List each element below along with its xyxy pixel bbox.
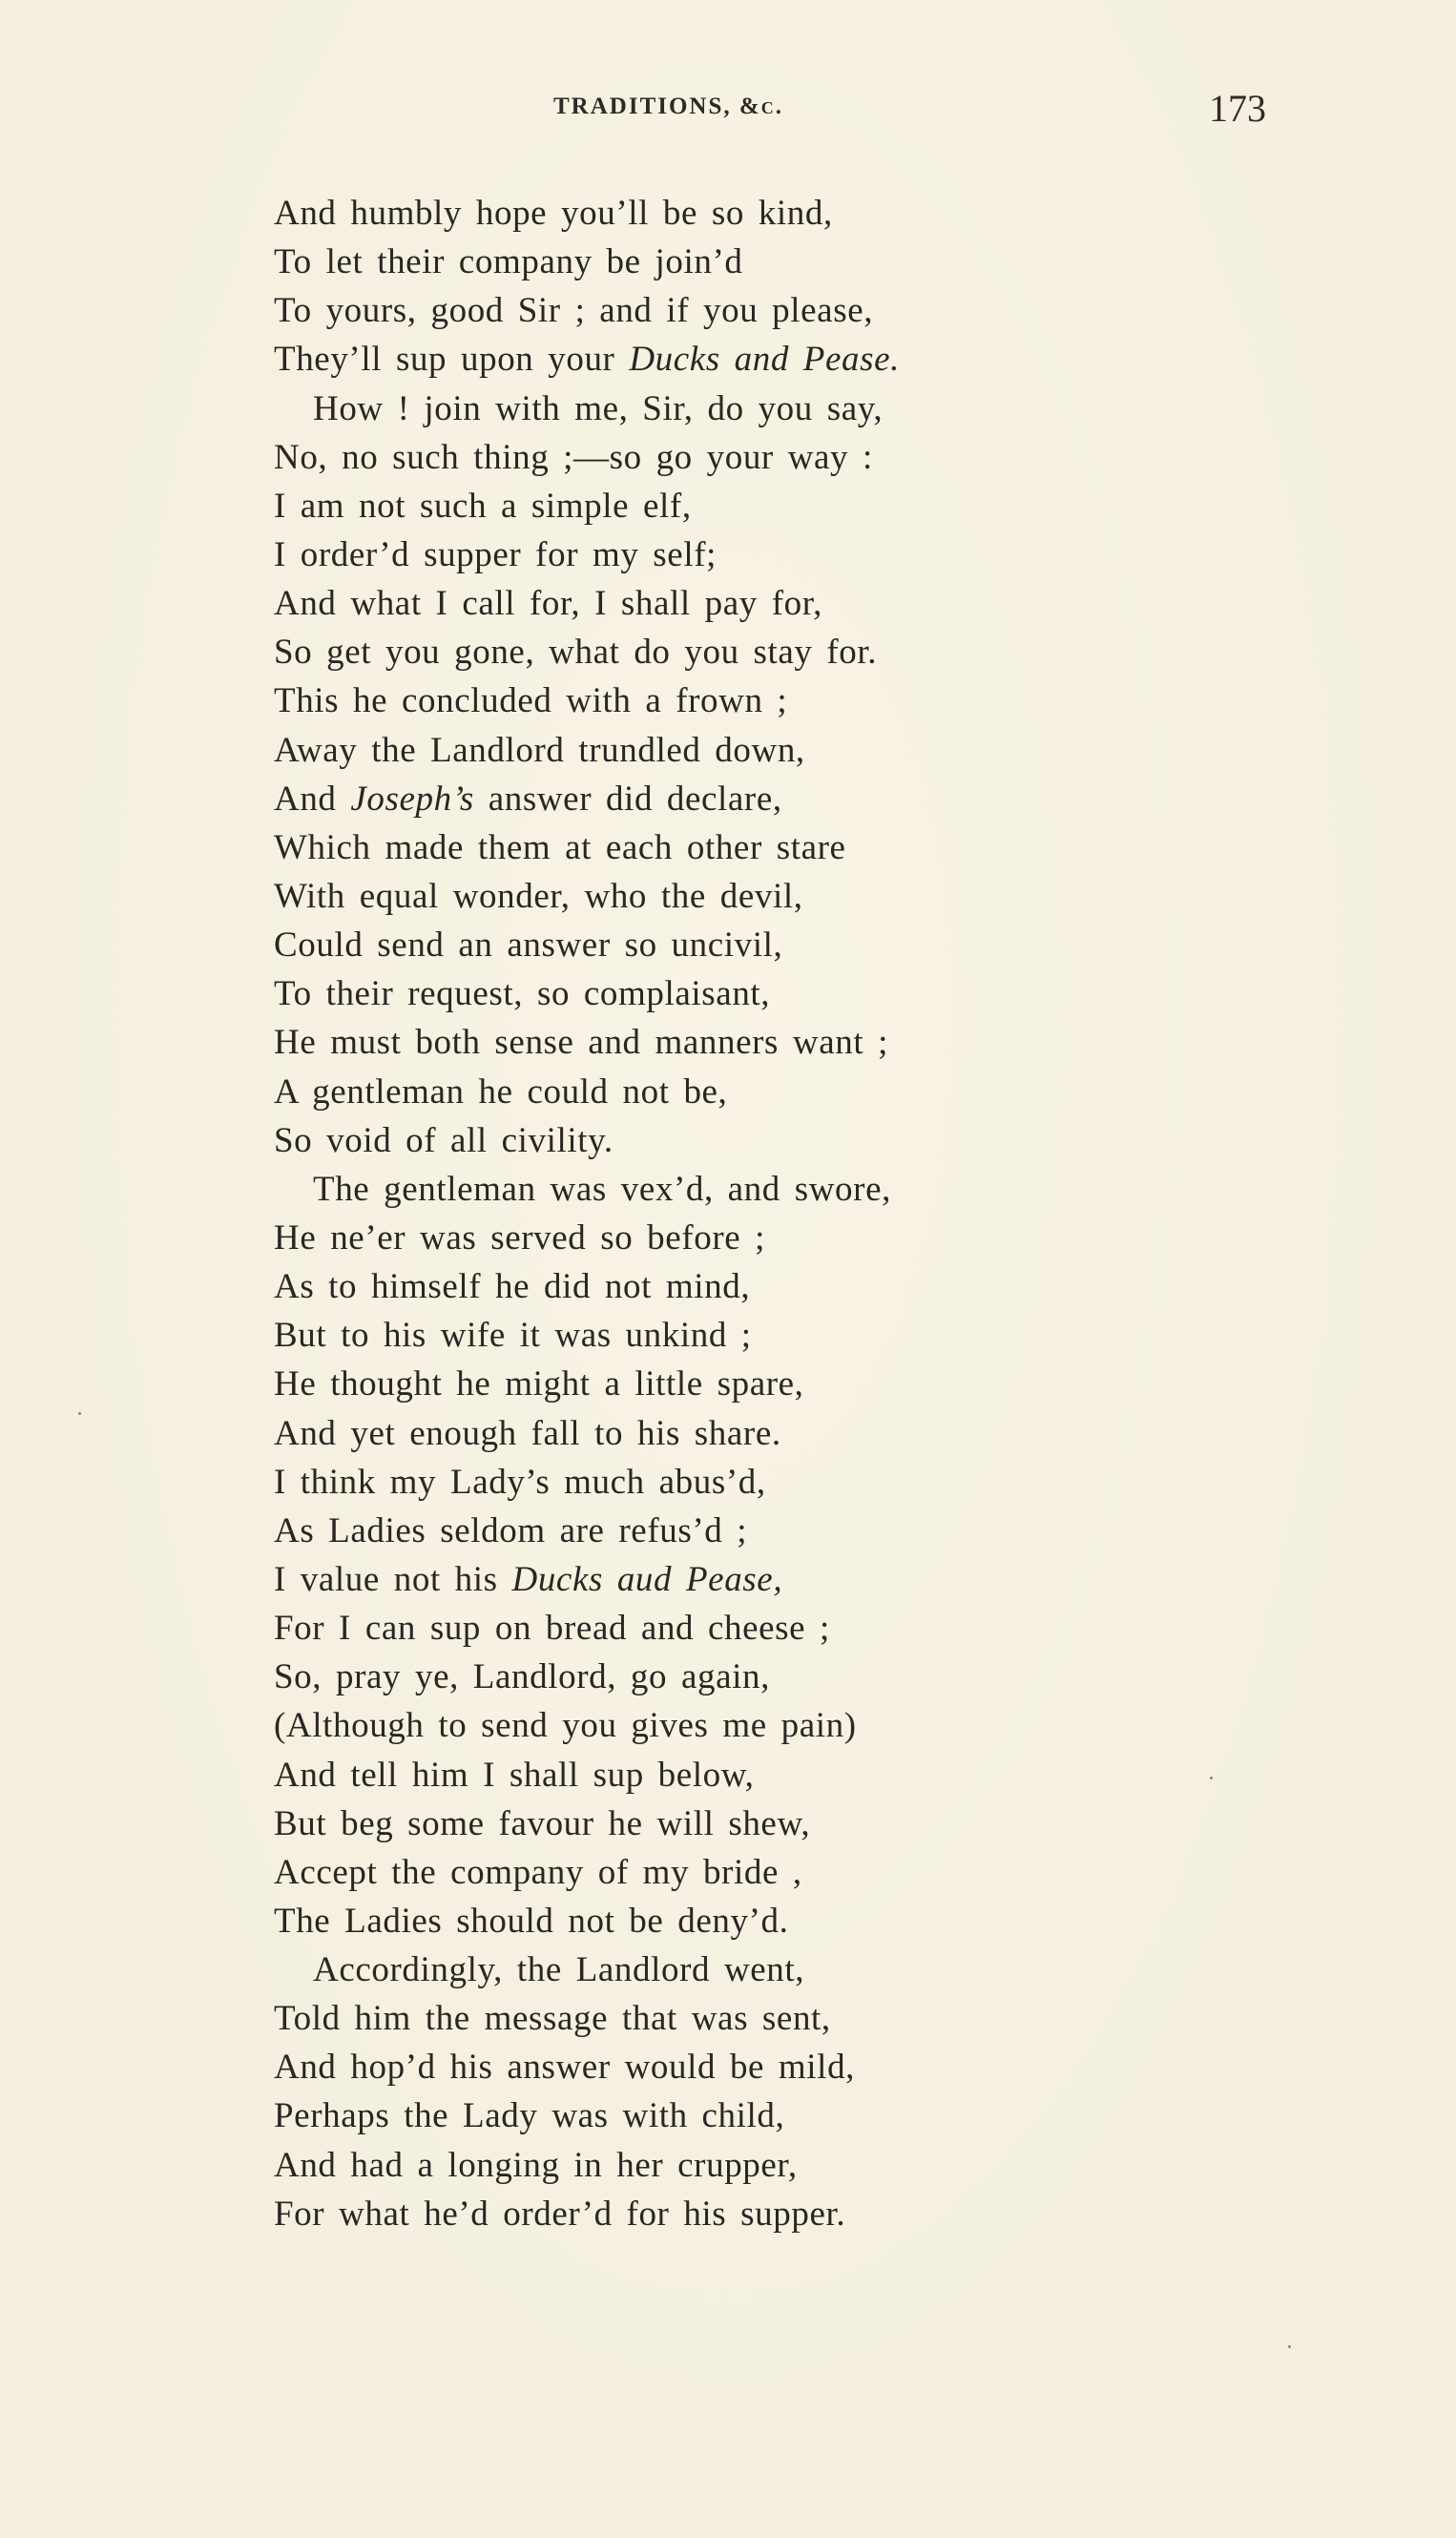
- verse-body: [274, 189, 1381, 2238]
- verse-line: [274, 1262, 1381, 1311]
- verse-line: [274, 1311, 1381, 1360]
- paper-speck: [1210, 1777, 1213, 1779]
- paper-speck: [1288, 2345, 1291, 2348]
- line-text: Could send an answer so uncivil,: [274, 926, 783, 966]
- line-text: (Although to send you gives me pain): [274, 1706, 857, 1746]
- line-text: And yet enough fall to his share.: [274, 1413, 781, 1453]
- line-text: So get you gone, what do you stay for.: [274, 633, 878, 673]
- line-text: Which made them at each other stare: [274, 827, 846, 867]
- verse-line: [274, 872, 1381, 921]
- verse-line: [274, 726, 1381, 775]
- verse-line: [274, 1214, 1381, 1262]
- page-number: 173: [1209, 87, 1266, 130]
- verse-line: [274, 1458, 1381, 1507]
- verse-line: [274, 433, 1381, 482]
- line-text: As Ladies seldom are refus’d ;: [274, 1510, 748, 1550]
- line-text: But beg some favour he will shew,: [274, 1803, 811, 1843]
- verse-line: [274, 189, 1381, 238]
- verse-line: [274, 921, 1381, 969]
- line-text: As to himself he did not mind,: [274, 1267, 751, 1307]
- verse-line: [274, 1751, 1381, 1799]
- line-text: And tell him I shall sup below,: [274, 1755, 755, 1795]
- line-text: A gentleman he could not be,: [274, 1071, 728, 1112]
- verse-line: [274, 1848, 1381, 1897]
- verse-line: [274, 969, 1381, 1018]
- line-text: Accept the company of my bride ,: [274, 1852, 802, 1892]
- line-text: I order’d supper for my self;: [274, 534, 717, 574]
- italic-phrase: Ducks and Pease.: [629, 340, 900, 380]
- verse-line: [274, 286, 1381, 335]
- line-text: So, pray ye, Landlord, go again,: [274, 1657, 770, 1697]
- verse-line: [274, 1897, 1381, 1945]
- verse-line: [274, 676, 1381, 725]
- verse-line: [274, 530, 1381, 579]
- line-text: For I can sup on bread and cheese ;: [274, 1609, 830, 1649]
- line-text: This he concluded with a frown ;: [274, 681, 788, 721]
- verse-line: [274, 1701, 1381, 1750]
- verse-line: [274, 823, 1381, 872]
- verse-line: [274, 2141, 1381, 2190]
- line-text: And: [274, 779, 351, 819]
- verse-line: [274, 1945, 1381, 1994]
- verse-line: [274, 2043, 1381, 2091]
- line-text: I am not such a simple elf,: [274, 486, 692, 526]
- line-text: answer did declare,: [473, 779, 782, 819]
- verse-line: [274, 1555, 1381, 1604]
- line-text: How ! join with me, Sir, do you say,: [313, 388, 884, 428]
- running-head: TRADITIONS, &c.: [553, 94, 783, 119]
- paper-speck: [78, 1412, 81, 1415]
- verse-line: [274, 2091, 1381, 2140]
- verse-line: [274, 1360, 1381, 1408]
- line-text: Told him the message that was sent,: [274, 1999, 831, 2039]
- line-text: And humbly hope you’ll be so kind,: [274, 194, 833, 233]
- line-text: Perhaps the Lady was with child,: [274, 2096, 785, 2136]
- page-header: [0, 86, 1456, 134]
- line-text: The Ladies should not be deny’d.: [274, 1901, 789, 1941]
- verse-line: [274, 1799, 1381, 1848]
- line-text: And hop’d his answer would be mild,: [274, 2048, 856, 2088]
- line-text: With equal wonder, who the devil,: [274, 876, 803, 916]
- line-text: He thought he might a little spare,: [274, 1364, 804, 1404]
- verse-line: [274, 628, 1381, 676]
- line-text: I think my Lady’s much abus’d,: [274, 1462, 766, 1502]
- verse-line: [274, 1604, 1381, 1653]
- line-text: To their request, so complaisant,: [274, 974, 771, 1014]
- line-text: Away the Landlord trundled down,: [274, 730, 805, 770]
- line-text: He must both sense and manners want ;: [274, 1023, 888, 1063]
- line-text: And what I call for, I shall pay for,: [274, 584, 823, 624]
- line-text: To yours, good Sir ; and if you please,: [274, 291, 874, 331]
- verse-line: [274, 1507, 1381, 1555]
- line-text: To let their company be join’d: [274, 242, 743, 282]
- verse-line: [274, 1068, 1381, 1116]
- verse-line: [274, 1165, 1381, 1214]
- line-text: They’ll sup upon your: [274, 340, 630, 380]
- verse-line: [274, 1994, 1381, 2043]
- verse-line: [274, 335, 1381, 384]
- verse-line: [274, 482, 1381, 530]
- line-text: He ne’er was served so before ;: [274, 1217, 766, 1258]
- verse-line: [274, 2190, 1381, 2238]
- line-text: But to his wife it was unkind ;: [274, 1316, 752, 1356]
- verse-line: [274, 238, 1381, 286]
- verse-line: [274, 1018, 1381, 1067]
- line-text: The gentleman was vex’d, and swore,: [313, 1169, 891, 1209]
- italic-phrase: Ducks aud Pease,: [511, 1559, 783, 1599]
- line-text: So void of all civility.: [274, 1120, 614, 1160]
- verse-line: [274, 579, 1381, 628]
- line-text: I value not his: [274, 1559, 512, 1599]
- verse-line: [274, 775, 1381, 823]
- italic-phrase: Joseph’s: [350, 779, 474, 819]
- verse-line: [274, 1409, 1381, 1458]
- verse-line: [274, 1653, 1381, 1701]
- line-text: Accordingly, the Landlord went,: [313, 1950, 805, 1990]
- verse-line: [274, 385, 1381, 433]
- line-text: For what he’d order’d for his supper.: [274, 2194, 846, 2234]
- line-text: No, no such thing ;—so go your way :: [274, 437, 873, 477]
- verse-line: [274, 1116, 1381, 1165]
- line-text: And had a longing in her crupper,: [274, 2145, 798, 2185]
